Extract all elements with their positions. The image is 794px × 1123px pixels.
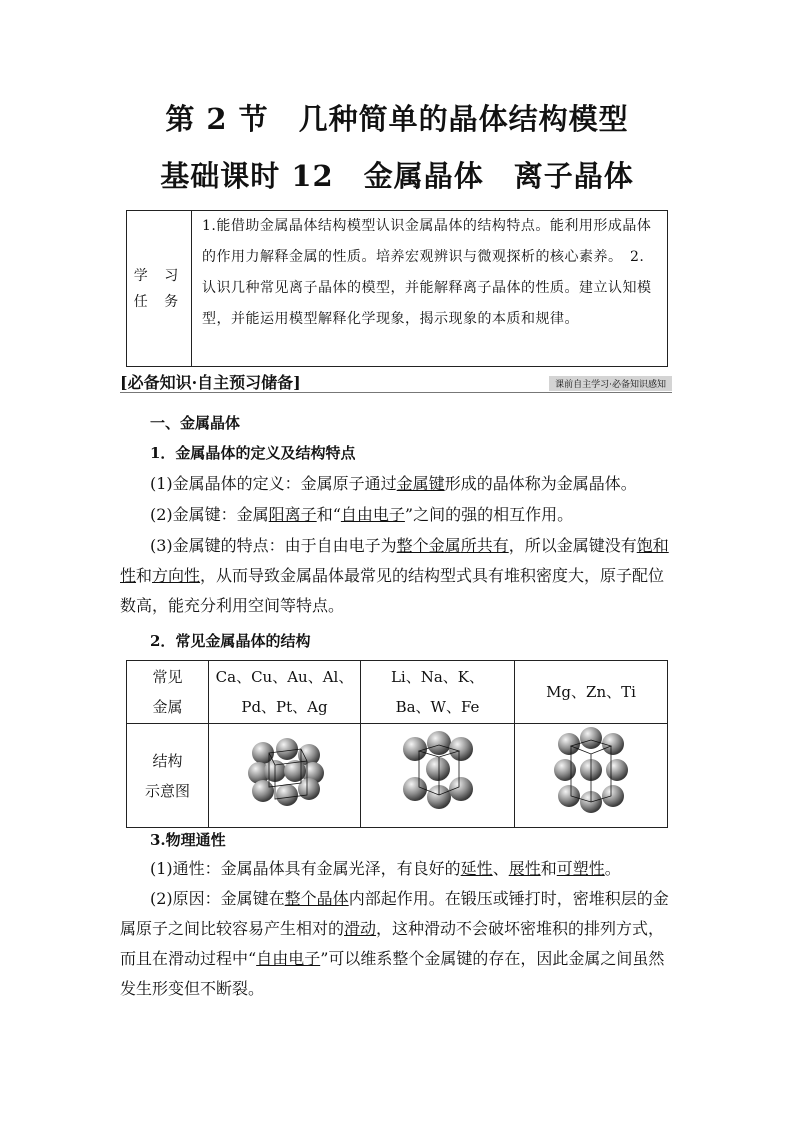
para-bond-feature: (3)金属键的特点：由于自由电子为整个金属所共有，所以金属键没有饱和性和方向性，从而导致金属晶体最常见的结构型式具有堆积密度大，原子配位数高，能充分利用空间等特点。 [120, 536, 669, 615]
metal-structure-table [126, 660, 668, 828]
para-properties: (1)通性：金属晶体具有金属光泽，有良好的延性、展性和可塑性。 [150, 859, 621, 878]
section-bar [120, 370, 672, 393]
heading-definition: 1．金属晶体的定义及结构特点 [150, 444, 356, 462]
section-bar-tag: 课前自主学习·必备知识感知 [549, 376, 672, 391]
heading-metal-crystal: 一、金属晶体 [150, 414, 241, 432]
bcc-structure-diagram [361, 724, 515, 828]
learning-task-label [127, 211, 192, 366]
section-bar-title: [必备知识·自主预习储备] [120, 373, 301, 392]
metals-hcp: Mg、Zn、Ti [515, 661, 668, 724]
section-title: 第 2 节 几种简单的晶体结构模型 [165, 102, 629, 136]
metals-bcc: Li、Na、K、 Ba、W、Fe [361, 661, 515, 724]
hcp-structure-diagram [515, 724, 668, 828]
metals-fcc: Ca、Cu、Au、Al、 Pd、Pt、Ag [209, 661, 361, 724]
para-metal-bond: (2)金属键：金属阳离子和“自由电子”之间的强的相互作用。 [150, 505, 574, 524]
para-reason: (2)原因：金属键在整个晶体内部起作用。在锻压或锤打时，密堆积层的金属原子之间比较容易产生相对的滑动，这种滑动不会破坏密堆积的排列方式，而且在滑动过程中“自由电子”可以维系整个金属键的存在，因此金属之间虽然发生形变但不断裂。 [120, 889, 669, 998]
task-label-1: 学 习 [133, 267, 185, 284]
learning-task-box [126, 210, 668, 367]
heading-common-structures: 2．常见金属晶体的结构 [150, 632, 311, 650]
row-head-structure: 结构 示意图 [127, 724, 209, 828]
heading-physical-properties: 3.物理通性 [150, 831, 226, 849]
lesson-title: 基础课时 12 金属晶体 离子晶体 [160, 159, 634, 193]
fcc-structure-diagram [209, 724, 361, 828]
task-label-2: 任 务 [133, 293, 185, 310]
row-head-metals: 常见 金属 [127, 661, 209, 724]
para-definition: (1)金属晶体的定义：金属原子通过金属键形成的晶体称为金属晶体。 [150, 474, 637, 493]
learning-task-text: 1.能借助金属晶体结构模型认识金属晶体的结构特点。能利用形成晶体的作用力解释金属的性质。培养宏观辨识与微观探析的核心素养。 2.认识几种常见离子晶体的模型，并能解释离子晶体的性质。建立认知模型，并能运用模型解释化学现象，揭示现象的本质和规律。 [202, 218, 652, 327]
